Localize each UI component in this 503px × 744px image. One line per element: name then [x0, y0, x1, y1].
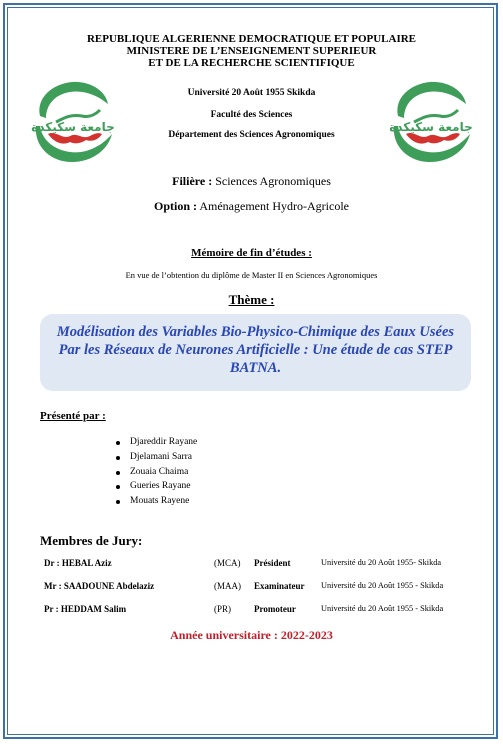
- department-name: Département des Sciences Agronomiques: [168, 130, 335, 140]
- memoire-title: Mémoire de fin d’études :: [191, 247, 312, 259]
- memoire-subtitle: En vue de l’obtention du diplôme de Master II en Sciences Agronomiques: [125, 270, 378, 280]
- presented-by-label: Présenté par :: [40, 410, 106, 422]
- theme-label: Thème :: [228, 292, 275, 307]
- jury-row: [0, 558, 503, 572]
- list-item: Zouaia Chaima: [116, 465, 197, 480]
- list-item: Djelamani Sarra: [116, 450, 197, 465]
- jury-grade: (PR): [214, 604, 232, 614]
- filiere-line: [0, 174, 503, 189]
- jury-role: Président: [254, 558, 291, 568]
- header-ministry: MINISTERE DE L’ENSEIGNEMENT SUPERIEUR: [126, 45, 377, 57]
- jury-name: Dr : HEBAL Aziz: [44, 558, 112, 568]
- list-item: Djareddir Rayane: [116, 435, 197, 450]
- filiere-value: Sciences Agronomiques: [215, 174, 331, 188]
- jury-role: Examinateur: [254, 581, 305, 591]
- svg-text:جامعة سكيكدة: جامعة سكيكدة: [389, 120, 473, 134]
- header-research: ET DE LA RECHERCHE SCIENTIFIQUE: [148, 57, 355, 69]
- header-republic: REPUBLIQUE ALGERIENNE DEMOCRATIQUE ET POPULAIRE: [86, 33, 417, 45]
- jury-label: Membres de Jury:: [40, 533, 143, 548]
- jury-name: Mr : SAADOUNE Abdelaziz: [44, 581, 155, 591]
- jury-role: Promoteur: [254, 604, 296, 614]
- theme-title: Modélisation des Variables Bio-Physico-Chimique des Eaux Usées Par les Réseaux de Neurones Artificielle : Une étude de cas STEP BATNA.: [56, 324, 455, 376]
- list-item: Mouats Rayene: [116, 494, 197, 509]
- list-item: Gueries Rayane: [116, 479, 197, 494]
- students-list: [116, 435, 197, 509]
- jury-grade: (MAA): [214, 581, 241, 591]
- jury-row: [0, 581, 503, 595]
- jury-name: Pr : HEDDAM Salim: [44, 604, 127, 614]
- option-value: Aménagement Hydro-Agricole: [199, 199, 349, 213]
- jury-institution: Université du 20 Août 1955- Skikda: [321, 558, 442, 567]
- jury-grade: (MCA): [214, 558, 241, 568]
- filiere-label: Filière :: [172, 174, 213, 188]
- jury-row: [0, 604, 503, 618]
- jury-institution: Université du 20 Août 1955 - Skikda: [321, 581, 444, 590]
- svg-text:جامعة سكيكدة: جامعة سكيكدة: [31, 120, 115, 134]
- academic-year: Année universitaire : 2022-2023: [170, 628, 333, 642]
- faculty-name: Faculté des Sciences: [210, 110, 293, 120]
- university-name: Université 20 Août 1955 Skikda: [187, 88, 316, 98]
- option-line: [0, 199, 503, 214]
- jury-institution: Université du 20 Août 1955 - Skikda: [321, 604, 444, 613]
- option-label: Option :: [154, 199, 198, 213]
